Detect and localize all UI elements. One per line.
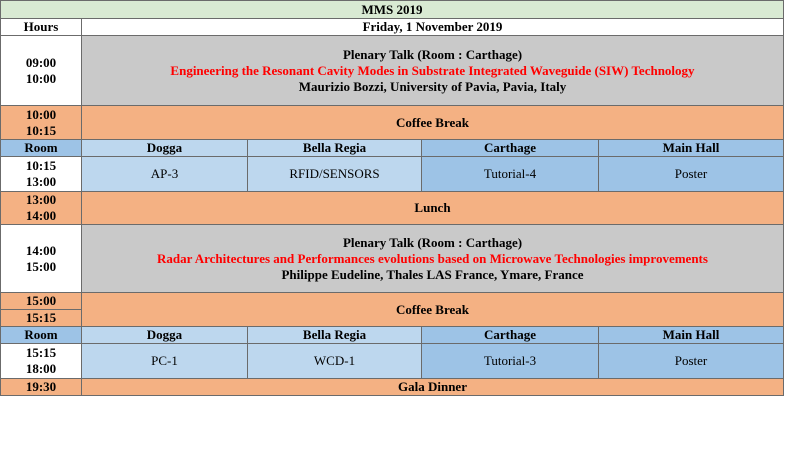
time-cell	[1, 225, 82, 293]
coffee-break-label: Coffee Break	[82, 293, 784, 327]
session-bella-regia: RFID/SENSORS	[248, 157, 422, 192]
room-label: Room	[1, 140, 82, 157]
header-row	[1, 19, 784, 36]
time-start: 09:00	[25, 54, 57, 70]
time-cell	[1, 36, 82, 106]
time-cell	[1, 344, 82, 379]
session-bella-regia: WCD-1	[248, 344, 422, 379]
coffee-break-row-1	[1, 106, 784, 140]
gala-label: Gala Dinner	[82, 379, 784, 396]
hours-header: Hours	[1, 19, 82, 36]
plenary-talk-title: Radar Architectures and Performances evolutions based on Microwave Technologies improvements	[157, 250, 708, 266]
plenary-cell-2	[82, 225, 784, 293]
plenary-heading: Plenary Talk (Room : Carthage)	[342, 234, 523, 250]
title-row	[1, 1, 784, 19]
time-cell	[1, 293, 82, 327]
session-row-2	[1, 344, 784, 379]
room-carthage: Carthage	[422, 140, 599, 157]
room-label: Room	[1, 327, 82, 344]
page-title: MMS 2019	[1, 1, 784, 19]
lunch-row	[1, 192, 784, 225]
session-main-hall: Poster	[599, 157, 784, 192]
room-main-hall: Main Hall	[599, 327, 784, 344]
session-row-1	[1, 157, 784, 192]
room-bella-regia: Bella Regia	[248, 327, 422, 344]
time-cell	[1, 157, 82, 192]
plenary-talk-title: Engineering the Resonant Cavity Modes in Substrate Integrated Waveguide (SIW) Technology	[170, 62, 695, 78]
room-bella-regia: Bella Regia	[248, 140, 422, 157]
time-start: 10:00	[25, 106, 57, 122]
session-dogga: AP-3	[82, 157, 248, 192]
room-carthage: Carthage	[422, 327, 599, 344]
time-start: 15:00	[25, 293, 57, 308]
plenary-row-1	[1, 36, 784, 106]
date-header: Friday, 1 November 2019	[82, 19, 784, 36]
plenary-heading: Plenary Talk (Room : Carthage)	[342, 46, 523, 62]
time-end: 15:15	[25, 310, 57, 325]
session-main-hall: Poster	[599, 344, 784, 379]
coffee-break-row-2	[1, 293, 784, 327]
session-dogga: PC-1	[82, 344, 248, 379]
room-dogga: Dogga	[82, 327, 248, 344]
time-cell	[1, 106, 82, 140]
room-main-hall: Main Hall	[599, 140, 784, 157]
gala-row	[1, 379, 784, 396]
time-start: 13:00	[25, 192, 57, 207]
time-end: 13:00	[25, 174, 57, 189]
session-carthage: Tutorial-3	[422, 344, 599, 379]
time-start: 14:00	[25, 242, 57, 258]
session-carthage: Tutorial-4	[422, 157, 599, 192]
time-end: 15:00	[25, 258, 57, 274]
time-start: 10:15	[25, 158, 57, 173]
time-end: 10:15	[25, 122, 57, 138]
time-end: 18:00	[25, 361, 57, 376]
lunch-label: Lunch	[82, 192, 784, 225]
rooms-header-row-2	[1, 327, 784, 344]
gala-time: 19:30	[1, 379, 82, 396]
plenary-speaker: Philippe Eudeline, Thales LAS France, Ymare, France	[281, 266, 584, 282]
coffee-break-label: Coffee Break	[82, 106, 784, 140]
rooms-header-row-1	[1, 140, 784, 157]
time-cell	[1, 192, 82, 225]
plenary-speaker: Maurizio Bozzi, University of Pavia, Pavia, Italy	[298, 78, 567, 94]
time-end: 10:00	[25, 70, 57, 86]
time-end: 14:00	[25, 208, 57, 223]
plenary-cell-1	[82, 36, 784, 106]
plenary-row-2	[1, 225, 784, 293]
time-start: 15:15	[25, 345, 57, 360]
room-dogga: Dogga	[82, 140, 248, 157]
